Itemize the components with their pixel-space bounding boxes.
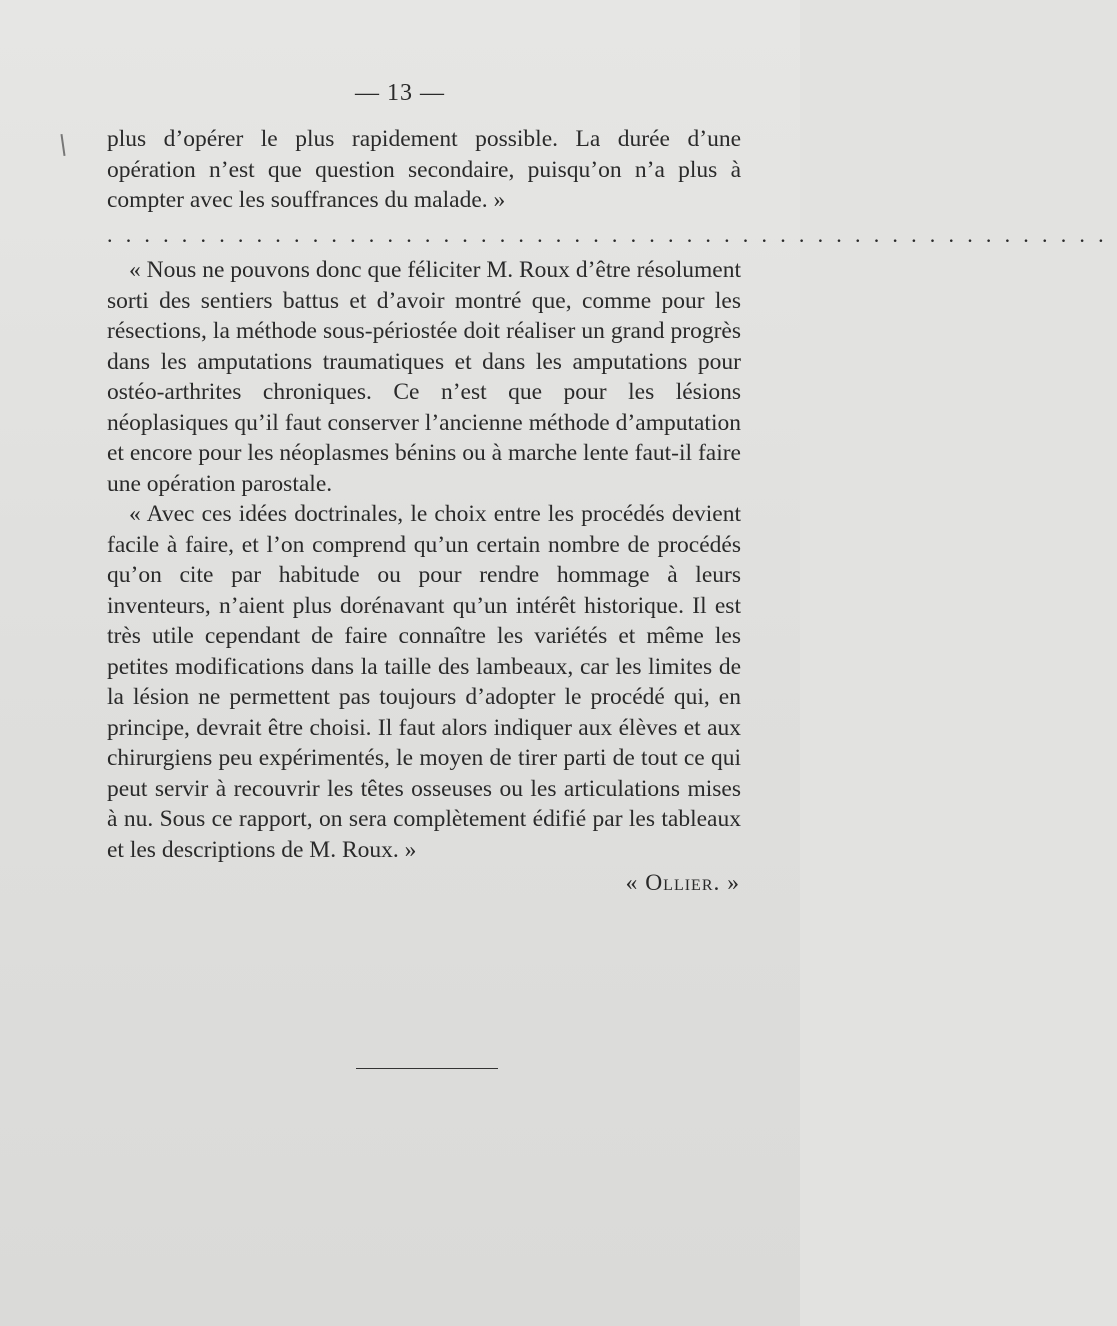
intro-paragraph-block [107, 124, 741, 216]
paragraph-1: « Nous ne pouvons donc que féliciter M. Roux d’être résolument sorti des sentiers battus et d’avoir montré que, comme pour les résections, la méthode sous-périostée doit réaliser un grand progrès dans les amputations traumatiques et dans les amputations pour ostéo-arthrites chroniques. Ce n’est que pour les lésions néoplasiques qu’il faut conserver l’ancienne méthode d’amputation et encore pour les néoplasmes bénins ou à marche lente faut-il faire une opération parostale. [107, 257, 741, 497]
closing-rule [356, 1068, 498, 1069]
page-number: — 13 — [355, 80, 445, 106]
intro-paragraph: plus d’opérer le plus rapidement possible. La durée d’une opération n’est que question secondaire, puisqu’on n’a plus à compter avec les souffrances du malade. » [107, 126, 741, 213]
margin-mark [60, 134, 65, 156]
body-text-block [107, 255, 741, 865]
paragraph-2: « Avec ces idées doctrinales, le choix entre les procédés devient facile à faire, et l’on comprend qu’un certain nombre de procédés qu’on cite par habitude ou pour rendre hommage à leurs inventeurs, n’aient plus dorénavant qu’un intérêt historique. Il est très utile cependant de faire connaître les variétés et même les petites modifications dans la taille des lambeaux, car les limites de la lésion ne permettent pas toujours d’adopter le procédé qui, en principe, devrait être choisi. Il faut alors indiquer aux élèves et aux chirurgiens peu expérimentés, le moyen de tirer parti de tout ce qui peut servir à recouvrir les têtes osseuses ou les articulations mises à nu. Sous ce rapport, on sera complètement édifié par les tableaux et les descriptions de M. Roux. » [107, 501, 741, 863]
signature: « Ollier. » [625, 870, 740, 896]
ellipsis-row: ...................................................... [107, 222, 1117, 247]
